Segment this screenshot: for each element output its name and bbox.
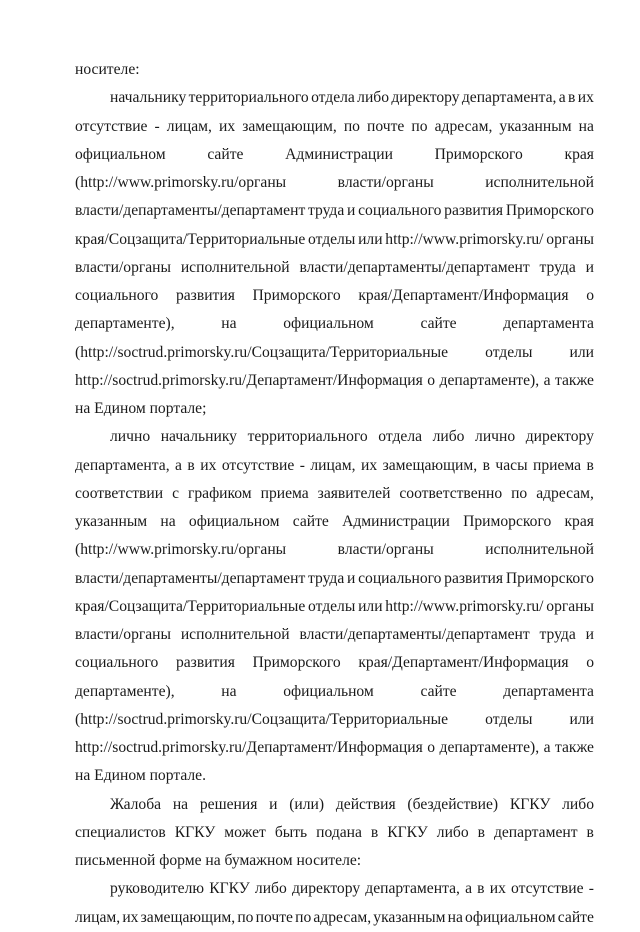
text-line: социального развития Приморского края/Департамент/Информация о xyxy=(75,654,594,672)
text-line: департаменте), на официальном сайте департамента xyxy=(75,315,594,333)
text-line: (http://www.primorsky.ru/органы власти/органы исполнительной xyxy=(75,174,594,191)
text-line: департамента, а в их отсутствие - лицам, их замещающим, в часы приема в xyxy=(75,456,594,474)
text-line: лицам, их замещающим, по почте по адресам, указанным на официальном сайте xyxy=(75,908,594,926)
text-line: http://soctrud.primorsky.ru/Департамент/Информация о департаменте), а также xyxy=(75,371,594,389)
text-line: власти/департаменты/департамент труда и социального развития Приморского xyxy=(75,202,594,220)
text-line: (http://www.primorsky.ru/органы власти/органы исполнительной xyxy=(75,541,594,559)
text-line: http://soctrud.primorsky.ru/Департамент/Информация о департаменте), а также xyxy=(75,739,594,756)
text-line: лично начальнику территориального отдела либо лично директору xyxy=(110,428,594,446)
text-line: Жалоба на решения и (или) действия (бездействие) КГКУ либо xyxy=(110,795,594,813)
text-line: письменной форме на бумажном носителе: xyxy=(75,852,362,869)
text-line: департаменте), на официальном сайте департамента xyxy=(75,682,594,700)
text-line: края/Соцзащита/Территориальные отделы или http://www.primorsky.ru/ органы xyxy=(75,230,594,248)
text-line: указанным на официальном сайте Администрации Приморского края xyxy=(75,513,594,530)
text-line: на Едином портале; xyxy=(75,400,207,417)
text-line: края/Соцзащита/Территориальные отделы или http://www.primorsky.ru/ органы xyxy=(75,597,594,615)
text-line: специалистов КГКУ может быть подана в КГКУ либо в департамент в xyxy=(75,823,594,841)
document-body xyxy=(75,56,594,932)
text-line: (http://soctrud.primorsky.ru/Соцзащита/Территориальные отделы или xyxy=(75,343,594,361)
text-line: начальнику территориального отдела либо директору департамента, а в их xyxy=(110,89,594,107)
text-line: социального развития Приморского края/Департамент/Информация о xyxy=(75,287,594,304)
text-line: на Едином портале. xyxy=(75,767,206,785)
text-line: соответствии с графиком приема заявителей соответственно по адресам, xyxy=(75,484,594,502)
text-line: официальном сайте Администрации Приморского края xyxy=(75,145,594,163)
text-line: (http://soctrud.primorsky.ru/Соцзащита/Территориальные отделы или xyxy=(75,710,594,728)
text-line: руководителю КГКУ либо директору департамента, а в их отсутствие - xyxy=(110,880,594,898)
text-line: власти/органы исполнительной власти/департаменты/департамент труда и xyxy=(75,258,594,276)
text-line: власти/департаменты/департамент труда и социального развития Приморского xyxy=(75,569,594,587)
text-line: власти/органы исполнительной власти/департаменты/департамент труда и xyxy=(75,626,594,643)
text-line: носителе: xyxy=(75,61,140,78)
text-line: отсутствие - лицам, их замещающим, по почте по адресам, указанным на xyxy=(75,117,594,135)
